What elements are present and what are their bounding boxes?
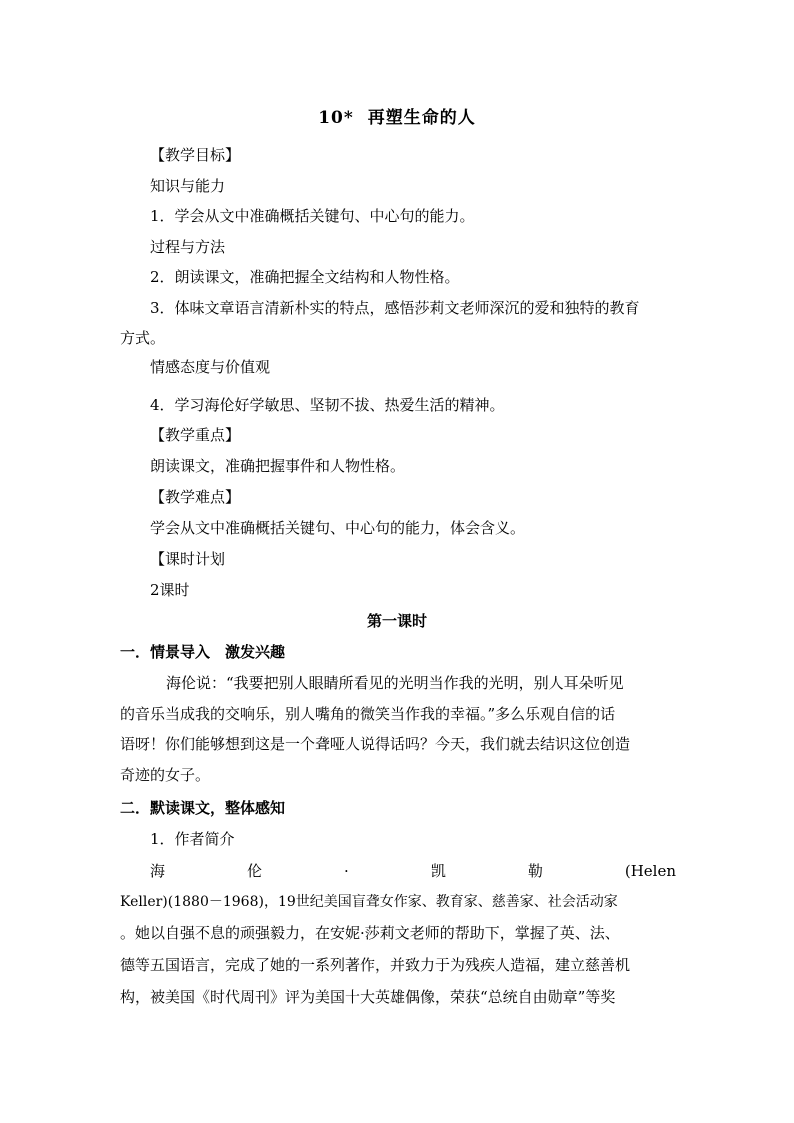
lesson-title bbox=[0, 106, 794, 130]
objective-item-3-line-2: 方式。 bbox=[120, 329, 166, 347]
author-word: (Helen bbox=[624, 862, 676, 880]
section2-heading: 二．默读课文，整体感知 bbox=[120, 799, 286, 817]
focus-heading: 【教学重点】 bbox=[150, 426, 241, 444]
objective-item-1: 1．学会从文中准确概括关键句、中心句的能力。 bbox=[150, 207, 475, 225]
section1-heading: 一．情景导入 激发兴趣 bbox=[120, 643, 286, 661]
author-intro-line-3: 。她以自强不息的顽强毅力，在安妮·莎莉文老师的帮助下，掌握了英、法、 bbox=[120, 924, 620, 942]
lesson-number: 10* bbox=[318, 108, 354, 128]
objectives-heading: 【教学目标】 bbox=[150, 146, 241, 164]
author-word: 海 bbox=[150, 862, 166, 880]
objectives-subheading-knowledge: 知识与能力 bbox=[150, 177, 226, 195]
objective-item-3-line-1: 3．体味文章语言清新朴实的特点，感悟莎莉文老师深沉的爱和独特的教育 bbox=[150, 299, 640, 317]
author-intro-line-5: 构，被美国《时代周刊》评为美国十大英雄偶像，荣获“总统自由勋章”等奖 bbox=[120, 988, 616, 1006]
author-intro-line-4: 德等五国语言，完成了她的一系列著作，并致力于为残疾人造福，建立慈善机 bbox=[120, 956, 631, 974]
section1-paragraph-line-2: 的音乐当成我的交响乐，别人嘴角的微笑当作我的幸福。”多么乐观自信的话 bbox=[120, 705, 616, 723]
section1-paragraph-line-4: 奇迹的女子。 bbox=[120, 766, 211, 784]
author-word: 勒 bbox=[527, 862, 543, 880]
author-intro-line-1 bbox=[150, 861, 676, 881]
lesson1-heading: 第一课时 bbox=[366, 612, 427, 630]
author-word: 伦 bbox=[247, 862, 263, 880]
author-word: 凯 bbox=[430, 862, 446, 880]
objective-item-4: 4．学习海伦好学敏思、坚韧不拔、热爱生活的精神。 bbox=[150, 396, 505, 414]
section1-paragraph-line-1: 海伦说：“我要把别人眼睛所看见的光明当作我的光明，别人耳朵听见 bbox=[166, 674, 624, 692]
lesson-title-text: 再塑生命的人 bbox=[367, 108, 476, 128]
focus-text: 朗读课文，准确把握事件和人物性格。 bbox=[150, 457, 406, 475]
section2-item-1: 1．作者简介 bbox=[150, 830, 235, 848]
difficulty-heading: 【教学难点】 bbox=[150, 488, 241, 506]
author-intro-line-2: Keller)(1880－1968)，19世纪美国盲聋女作家、教育家、慈善家、社会活动家 bbox=[120, 894, 618, 910]
objective-item-2: 2．朗读课文，准确把握全文结构和人物性格。 bbox=[150, 268, 460, 286]
schedule-heading: 【课时计划 bbox=[150, 550, 226, 568]
difficulty-text: 学会从文中准确概括关键句、中心句的能力，体会含义。 bbox=[150, 519, 526, 537]
section1-paragraph-line-3: 语呀！你们能够想到这是一个聋哑人说得话吗？今天，我们就去结识这位创造 bbox=[120, 735, 631, 753]
author-word: · bbox=[344, 862, 349, 880]
schedule-text: 2课时 bbox=[150, 581, 190, 599]
objectives-subheading-attitude: 情感态度与价值观 bbox=[150, 358, 271, 376]
objectives-subheading-process: 过程与方法 bbox=[150, 238, 226, 256]
